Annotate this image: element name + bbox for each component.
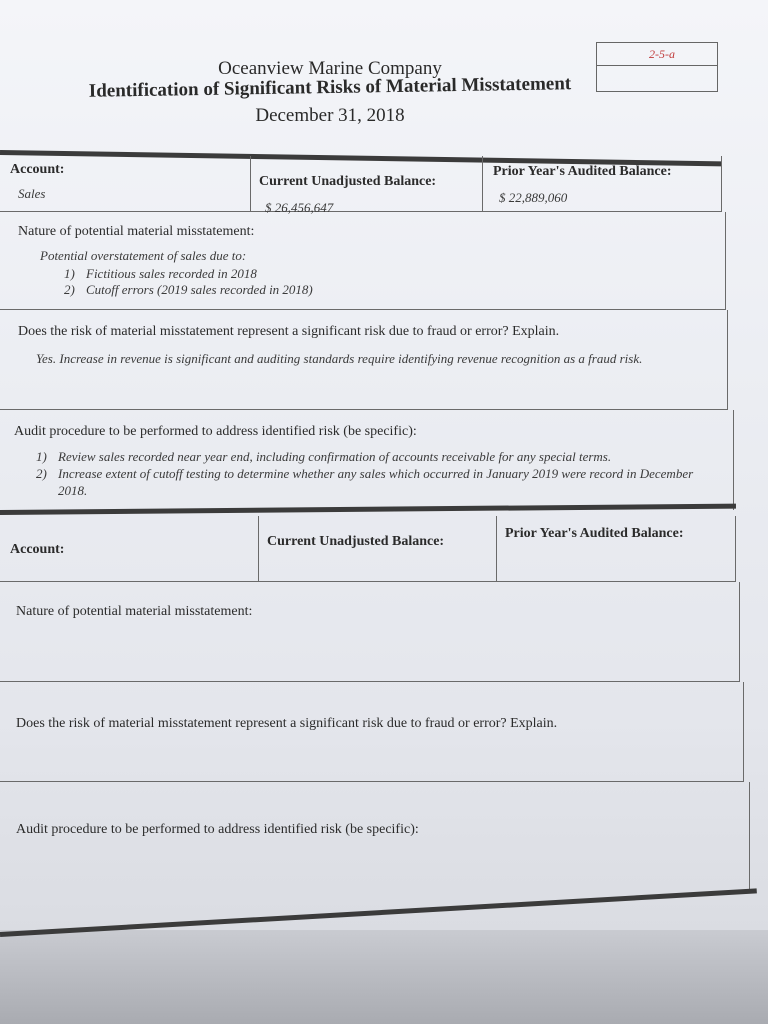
risk-question: Does the risk of material misstatement represent a significant risk due to fraud or error? Explain. [18,324,560,339]
account-cell [10,516,258,581]
section-1-risk-row [0,310,728,410]
audit-question: Audit procedure to be performed to address identified risk (be specific): [16,822,419,837]
prior-balance-value: $ 22,889,060 [499,190,568,205]
form-date: December 31, 2018 [255,105,405,126]
nature-label: Nature of potential material misstatement: [18,224,255,239]
audit-question: Audit procedure to be performed to address identified risk (be specific): [14,424,417,439]
account-value: Sales [18,186,46,201]
audit-item: 1) Review sales recorded near year end, including confirmation of accounts receivable for any special terms. [36,449,612,464]
account-label: Account: [10,162,65,177]
section-2-risk-row [0,682,744,782]
nature-list [64,266,725,298]
current-balance-label: Current Unadjusted Balance: [259,174,437,189]
prior-balance-label: Prior Year's Audited Balance: [505,526,684,541]
nature-item: 2) Cutoff errors (2019 sales recorded in 2018) [64,282,313,297]
current-balance-value: $ 26,456,647 [265,200,334,215]
current-balance-cell [258,516,496,581]
prior-balance-label: Prior Year's Audited Balance: [493,164,672,179]
current-balance-cell [250,156,482,215]
risk-question: Does the risk of material misstatement represent a significant risk due to fraud or error? Explain. [16,716,558,731]
section-2-audit-row [0,782,750,892]
reference-code: 2-5-a [597,43,717,66]
nature-intro: Potential overstatement of sales due to: [40,248,247,263]
section-1-audit-row [0,410,734,510]
risk-answer: Yes. Increase in revenue is significant and auditing standards require identifying revenue recognition as a fraud risk. [36,351,643,366]
prior-balance-cell [496,516,736,581]
section-2-nature-row [0,582,740,682]
audit-item: 2) Increase extent of cutoff testing to determine whether any sales which occurred in January 2019 were record in December 2018. [36,466,694,498]
reference-box [596,42,718,92]
prior-balance-cell [482,156,722,211]
company-name: Oceanview Marine Company [218,58,442,79]
nature-label: Nature of potential material misstatement: [16,604,253,619]
form-title: Identification of Significant Risks of Material Misstatement [88,73,572,102]
audit-list [36,448,713,499]
section-1-balance-row [0,156,722,215]
nature-item: 1) Fictitious sales recorded in 2018 [64,266,257,281]
account-label: Account: [10,542,65,557]
account-cell [10,156,250,211]
current-balance-label: Current Unadjusted Balance: [267,534,445,549]
desk-background [0,930,768,1024]
section-1-nature-row [0,212,726,310]
section-2-balance-row [0,516,736,582]
